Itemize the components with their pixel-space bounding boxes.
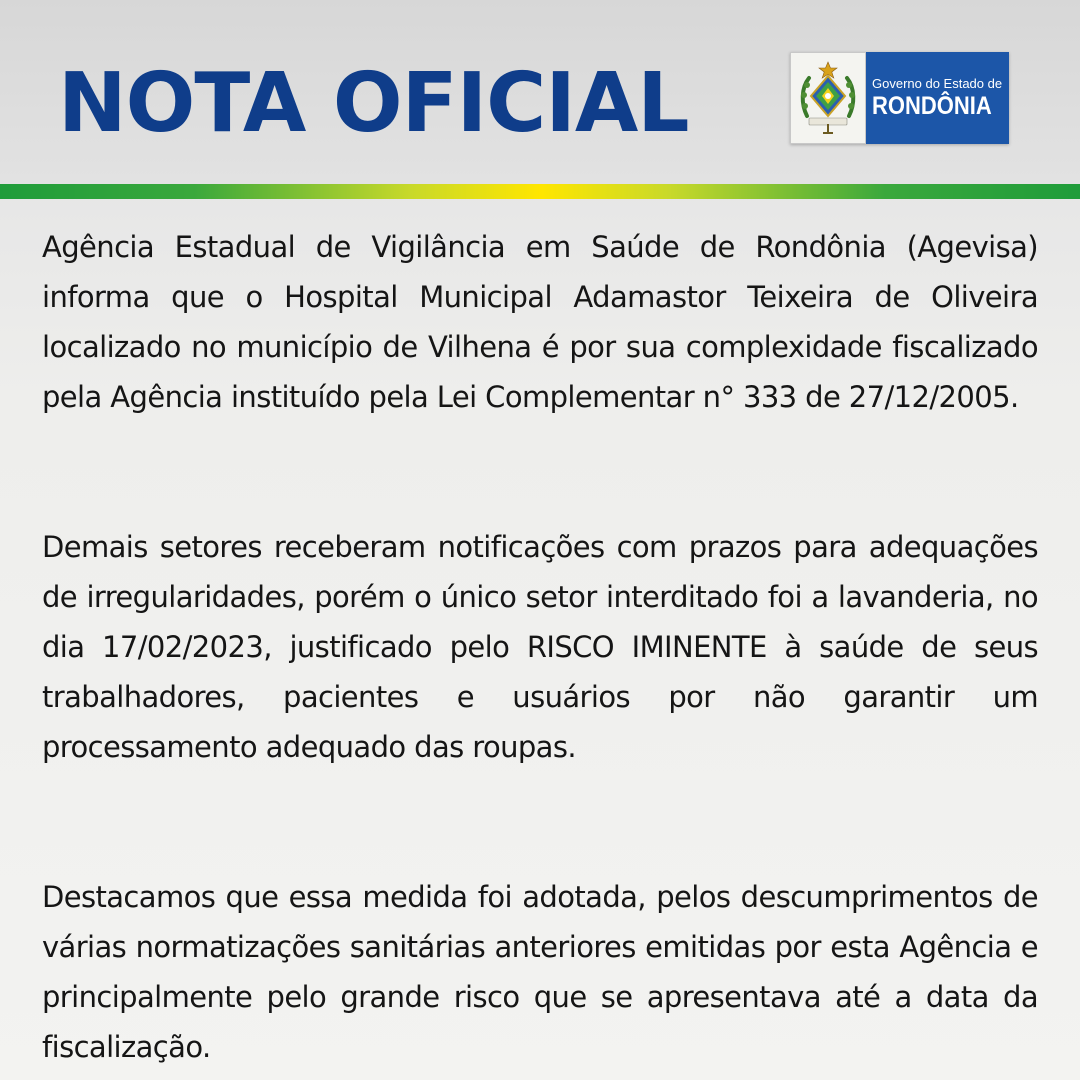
logo-subtitle: Governo do Estado de xyxy=(872,76,1003,91)
paragraph-2: Demais setores receberam notificações com prazos para adequações de irregularidades, porém o único setor interditado foi a lavanderia, no dia 17/02/2023, justificado pelo RISCO IMINENTE à saúde de seus trabalhadores, pacientes e usuários por não garantir um processamento adequado das roupas. xyxy=(42,530,1038,764)
paragraph-1: Agência Estadual de Vigilância em Saúde de Rondônia (Agevisa) informa que o Hospital Municipal Adamastor Teixeira de Oliveira localizado no município de Vilhena é por sua complexidade fiscalizado pela Agência instituído pela Lei Complementar n° 333 de 27/12/2005. xyxy=(42,230,1038,414)
logo-state-name: RONDÔNIA xyxy=(872,92,992,120)
notice-body xyxy=(42,222,1038,1072)
logo-wordmark xyxy=(866,52,1009,144)
rondonia-coat-of-arms-icon xyxy=(790,52,866,144)
page-title: NOTA OFICIAL xyxy=(58,56,689,151)
paragraph-3: Destacamos que essa medida foi adotada, pelos descumprimentos de várias normatizações sanitárias anteriores emitidas por esta Agência e principalmente pelo grande risco que se apresentava até a data da fiscalização. xyxy=(42,880,1038,1064)
green-yellow-divider xyxy=(0,184,1080,199)
header-banner xyxy=(0,0,1080,184)
government-logo xyxy=(790,52,1009,144)
